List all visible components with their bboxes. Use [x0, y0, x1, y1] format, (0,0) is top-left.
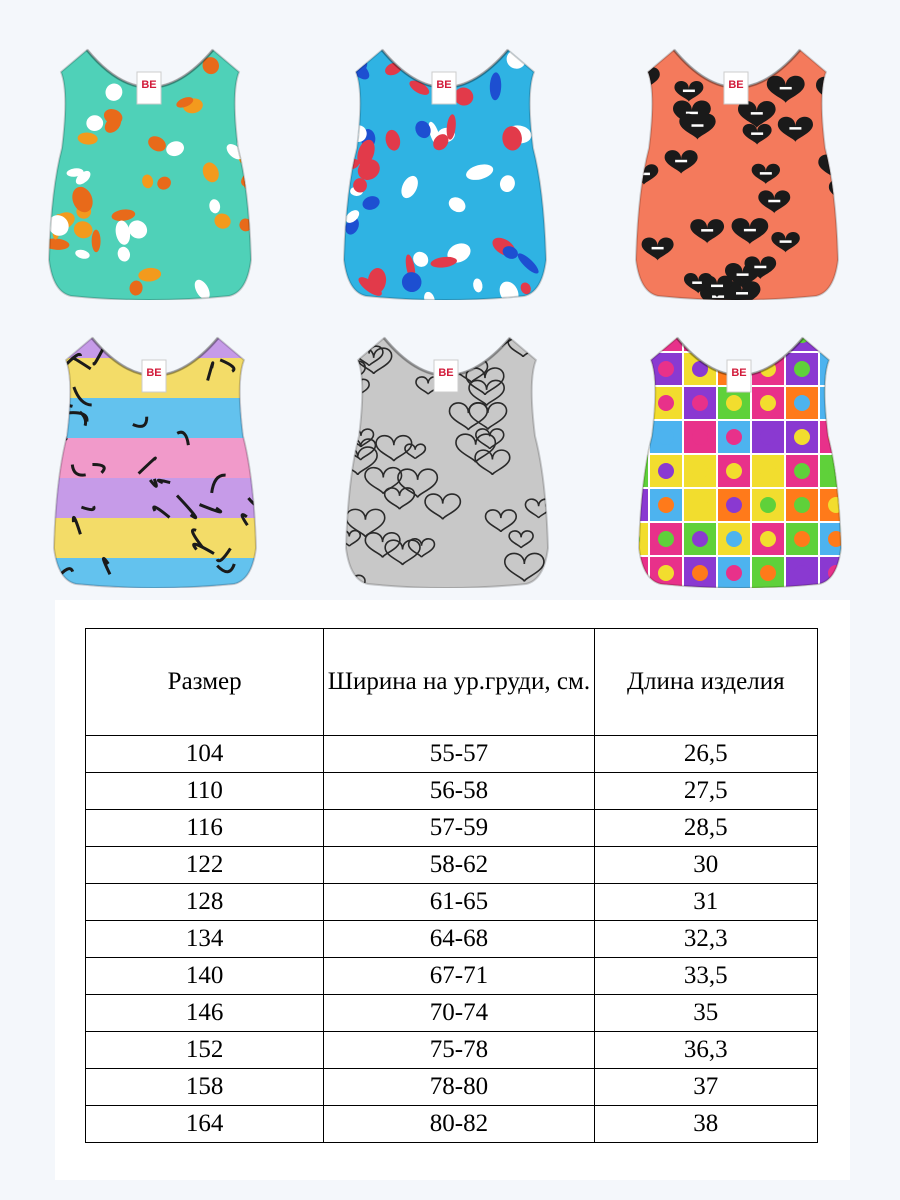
- cell-size: 164: [86, 1106, 324, 1143]
- cell-length: 38: [594, 1106, 817, 1143]
- cell-chest-width: 67-71: [324, 958, 594, 995]
- brand-tag-text: BE: [731, 367, 747, 379]
- cell-chest-width: 57-59: [324, 810, 594, 847]
- cell-size: 116: [86, 810, 324, 847]
- cell-length: 32,3: [594, 921, 817, 958]
- header-size: Размер: [86, 629, 324, 736]
- cell-length: 27,5: [594, 773, 817, 810]
- table-row: [86, 1032, 818, 1069]
- cell-size: 152: [86, 1032, 324, 1069]
- cell-size: 158: [86, 1069, 324, 1106]
- brand-tag-text: BE: [141, 79, 157, 91]
- cell-length: 28,5: [594, 810, 817, 847]
- header-length: Длина изделия: [594, 629, 817, 736]
- crop-top-corgi[interactable]: [25, 30, 275, 300]
- table-row: [86, 810, 818, 847]
- crop-top-image: [612, 30, 862, 300]
- cell-length: 37: [594, 1069, 817, 1106]
- crop-top-image: [322, 318, 572, 588]
- table-row: [86, 773, 818, 810]
- brand-tag-text: BE: [436, 79, 452, 91]
- cell-size: 128: [86, 884, 324, 921]
- cell-size: 146: [86, 995, 324, 1032]
- cell-size: 122: [86, 847, 324, 884]
- table-row: [86, 847, 818, 884]
- brand-tag-text: BE: [146, 367, 162, 379]
- cell-chest-width: 78-80: [324, 1069, 594, 1106]
- crop-top-grey-hearts[interactable]: [322, 318, 572, 588]
- size-table: [85, 628, 818, 1143]
- size-table-body: [86, 736, 818, 1143]
- table-row: [86, 884, 818, 921]
- crop-top-graffiti[interactable]: [30, 318, 280, 588]
- cell-length: 31: [594, 884, 817, 921]
- cell-length: 35: [594, 995, 817, 1032]
- table-row: [86, 736, 818, 773]
- cell-size: 104: [86, 736, 324, 773]
- cell-length: 36,3: [594, 1032, 817, 1069]
- cell-chest-width: 80-82: [324, 1106, 594, 1143]
- cell-size: 110: [86, 773, 324, 810]
- crop-top-image: [25, 30, 275, 300]
- crop-top-rock-hearts[interactable]: [612, 30, 862, 300]
- table-row: [86, 921, 818, 958]
- cell-length: 33,5: [594, 958, 817, 995]
- table-row: [86, 958, 818, 995]
- cell-length: 30: [594, 847, 817, 884]
- cell-chest-width: 75-78: [324, 1032, 594, 1069]
- cell-size: 140: [86, 958, 324, 995]
- size-chart-panel: [55, 600, 850, 1180]
- cell-length: 26,5: [594, 736, 817, 773]
- table-row: [86, 1069, 818, 1106]
- cell-chest-width: 64-68: [324, 921, 594, 958]
- cell-chest-width: 56-58: [324, 773, 594, 810]
- table-row: [86, 1106, 818, 1143]
- brand-tag-text: BE: [728, 79, 744, 91]
- header-chest-width: Ширина на ур.груди, см.: [324, 629, 594, 736]
- cell-size: 134: [86, 921, 324, 958]
- cell-chest-width: 55-57: [324, 736, 594, 773]
- crop-top-cartoon[interactable]: [320, 30, 570, 300]
- crop-top-love-patchwork[interactable]: [615, 318, 865, 588]
- cell-chest-width: 61-65: [324, 884, 594, 921]
- crop-top-image: [320, 30, 570, 300]
- brand-tag-text: BE: [438, 367, 454, 379]
- table-row: [86, 995, 818, 1032]
- size-table-header-row: [86, 629, 818, 736]
- crop-top-image: [30, 318, 280, 588]
- crop-top-image: [615, 318, 865, 588]
- cell-chest-width: 70-74: [324, 995, 594, 1032]
- cell-chest-width: 58-62: [324, 847, 594, 884]
